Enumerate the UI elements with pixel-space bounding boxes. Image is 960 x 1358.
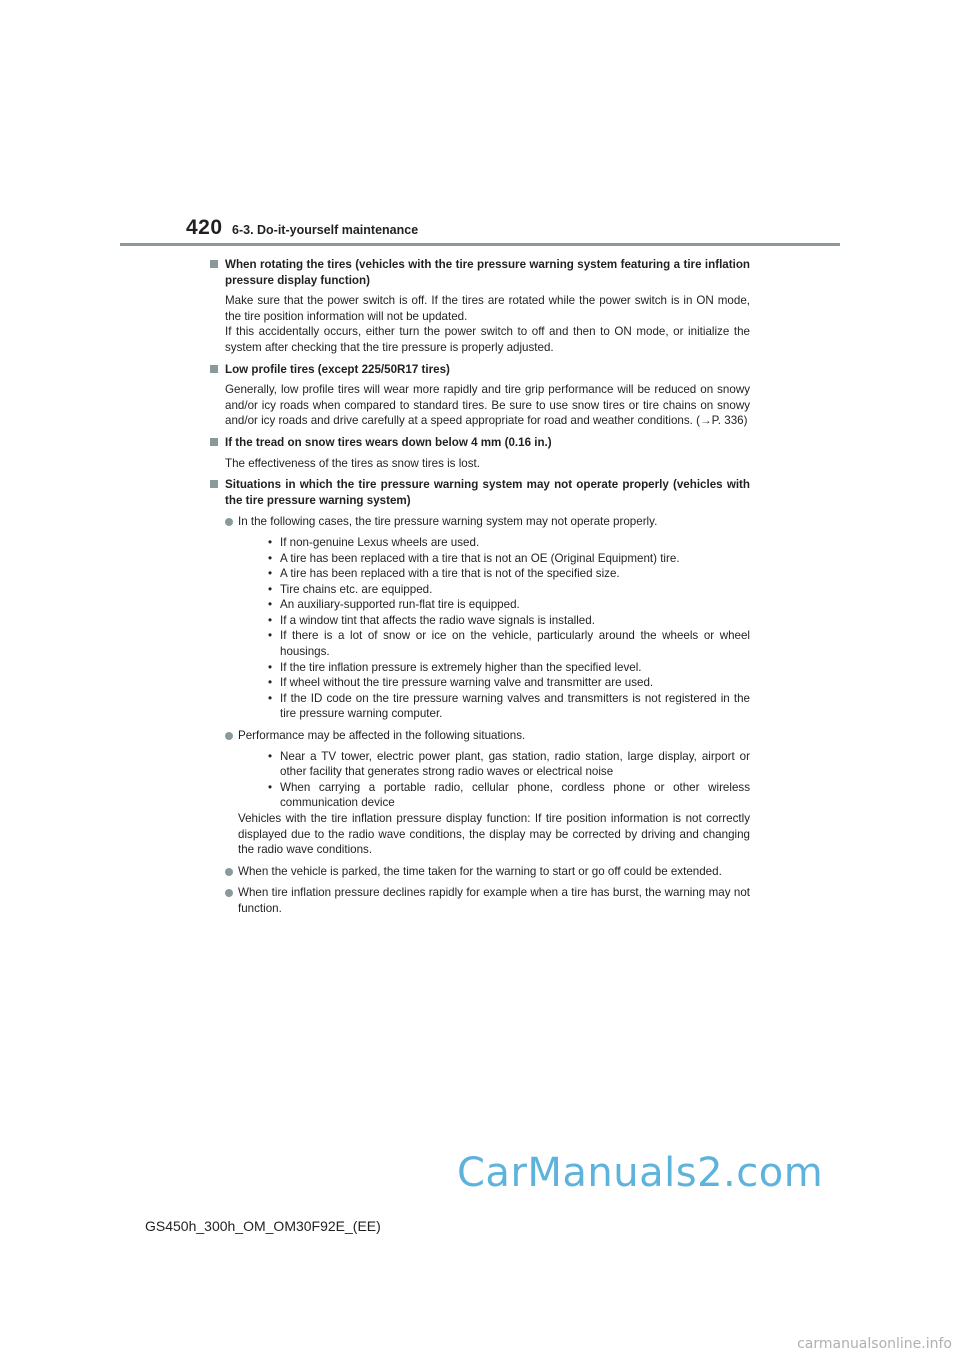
list-item bbox=[210, 885, 750, 916]
circle-bullet-icon bbox=[225, 868, 233, 876]
sub-list-item: • If the tire inflation pressure is extremely higher than the specified level. bbox=[238, 660, 750, 676]
list-item-text: When the vehicle is parked, the time taken for the warning to start or go off could be extended. bbox=[238, 864, 722, 878]
section-body: Generally, low profile tires will wear more rapidly and tire grip performance will be reduced on snowy and/or icy roads when compared to standard tires. Be sure to use snow tires or tire chains on snowy and/or icy roads and drive carefully at a speed appropriate for road and weather conditions. (→P. 336) bbox=[225, 383, 750, 428]
square-bullet-icon bbox=[210, 365, 218, 373]
circle-bullet-icon bbox=[225, 889, 233, 897]
watermark-logo: CarManuals2.com bbox=[457, 1150, 824, 1196]
section-low-profile-tires bbox=[210, 362, 750, 429]
header-divider bbox=[120, 243, 840, 246]
section-tpws-situations bbox=[210, 477, 750, 916]
list-item-note: Vehicles with the tire inflation pressure display function: If tire position information is not correctly displayed due to the radio wave conditions, the display may be corrected by driving and changing the radio wave conditions. bbox=[238, 812, 750, 857]
page-header bbox=[0, 0, 960, 250]
sub-list-item: • If there is a lot of snow or ice on the vehicle, particularly around the wheels or wheel housings. bbox=[238, 628, 750, 659]
section-heading: When rotating the tires (vehicles with the tire pressure warning system featuring a tire inflation pressure display function) bbox=[225, 258, 750, 287]
list-item bbox=[210, 864, 750, 880]
square-bullet-icon bbox=[210, 438, 218, 446]
list-item bbox=[210, 514, 750, 722]
sub-list-item: • If a window tint that affects the radio wave signals is installed. bbox=[238, 613, 750, 629]
sub-list bbox=[238, 749, 750, 811]
square-bullet-icon bbox=[210, 480, 218, 488]
list-item-text: Performance may be affected in the following situations. bbox=[238, 729, 526, 743]
section-title: 6-3. Do-it-yourself maintenance bbox=[232, 223, 419, 237]
document-code-footer: GS450h_300h_OM_OM30F92E_(EE) bbox=[145, 1218, 381, 1234]
sub-list-item: • When carrying a portable radio, cellular phone, cordless phone or other wireless communication device bbox=[238, 780, 750, 811]
page-content bbox=[210, 257, 750, 923]
sub-list-item: • Tire chains etc. are equipped. bbox=[238, 582, 750, 598]
sub-list-item: • If the ID code on the tire pressure warning valves and transmitters is not registered in the tire pressure warning computer. bbox=[238, 691, 750, 722]
sub-list-item: • If non-genuine Lexus wheels are used. bbox=[238, 535, 750, 551]
list-item-text: In the following cases, the tire pressure warning system may not operate properly. bbox=[238, 515, 658, 529]
list-item bbox=[210, 728, 750, 811]
site-url: carmanualsonline.info bbox=[797, 1336, 952, 1352]
section-body: The effectiveness of the tires as snow tires is lost. bbox=[225, 456, 480, 470]
section-snow-tires bbox=[210, 435, 750, 471]
square-bullet-icon bbox=[210, 260, 218, 268]
section-heading: If the tread on snow tires wears down below 4 mm (0.16 in.) bbox=[225, 435, 552, 449]
circle-bullet-icon bbox=[225, 518, 233, 526]
section-rotating-tires bbox=[210, 257, 750, 356]
sub-list-item: • An auxiliary-supported run-flat tire is equipped. bbox=[238, 597, 750, 613]
page-number: 420 bbox=[186, 216, 223, 239]
section-body: Make sure that the power switch is off. If the tires are rotated while the power switch is in ON mode, the tire position information will not be updated. If this accidentally occurs, either turn the power switch to off and then to ON mode, or initialize the system after checking that the tire pressure is properly adjusted. bbox=[225, 294, 750, 354]
sub-list-item: • If wheel without the tire pressure warning valve and transmitter are used. bbox=[238, 675, 750, 691]
sub-list-item: • A tire has been replaced with a tire that is not of the specified size. bbox=[238, 566, 750, 582]
circle-bullet-icon bbox=[225, 732, 233, 740]
sub-list-item: • Near a TV tower, electric power plant, gas station, radio station, large display, airport or other facility that generates strong radio waves or electrical noise bbox=[238, 749, 750, 780]
list-item-text: When tire inflation pressure declines rapidly for example when a tire has burst, the warning may not function. bbox=[238, 886, 750, 915]
sub-list bbox=[238, 535, 750, 722]
sub-list-item: • A tire has been replaced with a tire that is not an OE (Original Equipment) tire. bbox=[238, 551, 750, 567]
section-heading: Low profile tires (except 225/50R17 tires) bbox=[225, 362, 450, 376]
section-heading: Situations in which the tire pressure warning system may not operate properly (vehicles with the tire pressure warning system) bbox=[225, 478, 750, 507]
